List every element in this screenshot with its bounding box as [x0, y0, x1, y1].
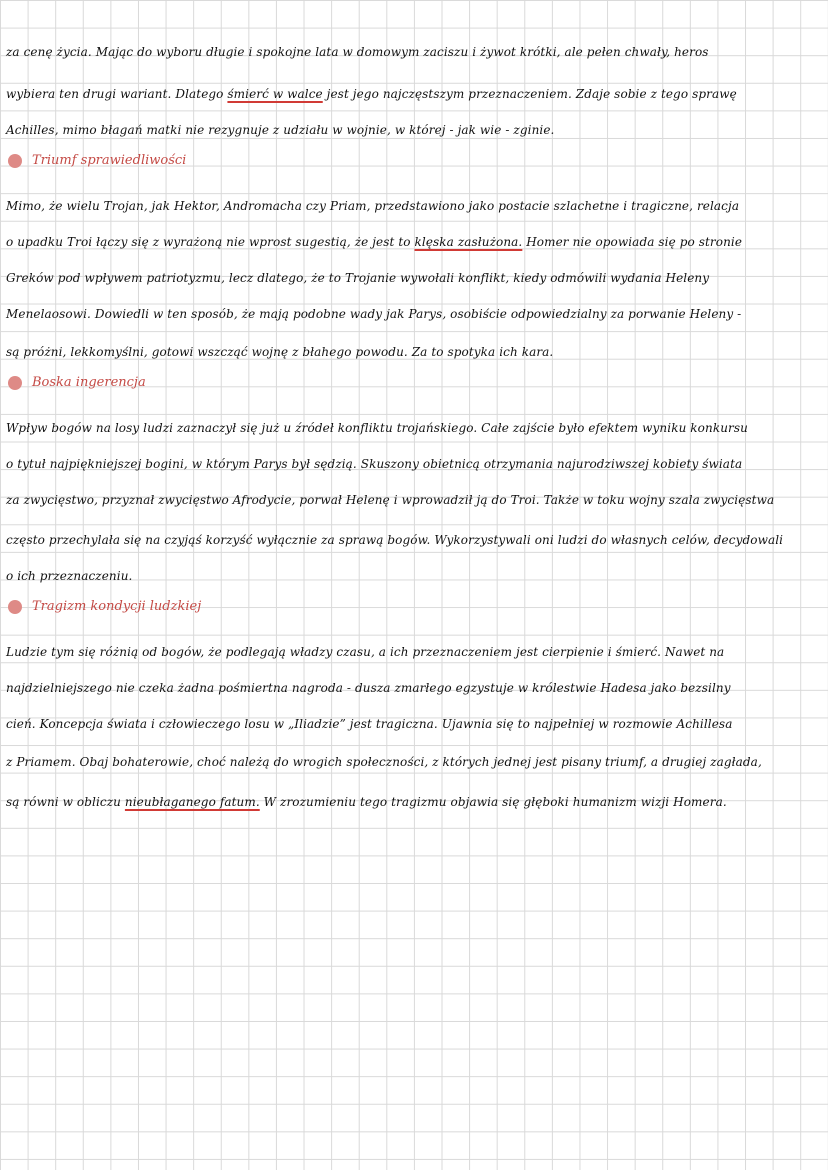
bullet-dot-icon — [8, 154, 22, 168]
text-span: Homer nie opowiada się po stronie — [522, 235, 743, 249]
text-line — [6, 644, 824, 660]
text-line — [6, 122, 824, 138]
text-line — [6, 306, 824, 322]
text-span: o upadku Troi łączy się z wyrażoną nie wprost sugestią, że jest to — [6, 235, 415, 249]
section-heading — [8, 152, 186, 170]
text-span: Achilles, mimo błagań matki nie rezygnuje z udziału w wojnie, w której - jak wie - zginie. — [6, 123, 555, 137]
text-span: Ludzie tym się różnią od bogów, że podlegają władzy czasu, a ich przeznaczeniem jest cierpienie i śmierć. Nawet na — [6, 645, 725, 659]
text-span: za zwycięstwo, przyznał zwycięstwo Afrodycie, porwał Helenę i wprowadził ją do Troi. Także w toku wojny szala zwycięstwa — [6, 493, 775, 507]
text-line — [6, 234, 824, 250]
heading-label: Tragizm kondycji ludzkiej — [32, 599, 202, 614]
text-line — [6, 44, 824, 60]
underlined-phrase: klęska zasłużona. — [414, 235, 523, 249]
text-line — [6, 492, 824, 508]
text-line — [6, 270, 824, 286]
text-span: z Priamem. Obaj bohaterowie, choć należą do wrogich społeczności, z których jednej jest pisany triumf, a drugiej zagłada, — [6, 755, 762, 769]
text-span: za cenę życia. Mając do wyboru długie i spokojne lata w domowym zaciszu i żywot krótki, ale pełen chwały, heros — [6, 45, 709, 59]
text-line — [6, 198, 824, 214]
text-line — [6, 680, 824, 696]
text-span: o tytuł najpiękniejszej bogini, w którym Parys był sędzią. Skuszony obietnicą otrzymania najurodziwszej kobiety świata — [6, 457, 743, 471]
text-line — [6, 86, 824, 102]
text-line — [6, 568, 824, 584]
text-span: jest jego najczęstszym przeznaczeniem. Zdaje sobie z tego sprawę — [322, 87, 737, 101]
text-line — [6, 716, 824, 732]
text-line — [6, 532, 824, 548]
text-span: Greków pod wpływem patriotyzmu, lecz dlatego, że to Trojanie wywołali konflikt, kiedy odmówili wydania Heleny — [6, 271, 710, 285]
text-line — [6, 754, 824, 770]
text-span: o ich przeznaczeniu. — [6, 569, 133, 583]
text-line — [6, 420, 824, 436]
text-span: najdzielniejszego nie czeka żadna pośmiertna nagroda - dusza zmarłego egzystuje w królestwie Hadesa jako bezsilny — [6, 681, 731, 695]
text-span: Wpływ bogów na losy ludzi zaznaczył się już u źródeł konfliktu trojańskiego. Całe zajście było efektem wyniku konkursu — [6, 421, 748, 435]
underlined-phrase: nieubłaganego fatum. — [124, 795, 260, 809]
text-line — [6, 456, 824, 472]
heading-label: Boska ingerencja — [32, 375, 146, 390]
section-heading — [8, 374, 146, 392]
text-span: są próżni, lekkomyślni, gotowi wszcząć wojnę z błahego powodu. Za to spotyka ich kara. — [6, 345, 554, 359]
bullet-dot-icon — [8, 376, 22, 390]
text-span: Menelaosowi. Dowiedli w ten sposób, że mają podobne wady jak Parys, osobiście odpowiedzialny za porwanie Heleny - — [6, 307, 742, 321]
bullet-dot-icon — [8, 600, 22, 614]
text-span: cień. Koncepcja świata i człowieczego losu w „Iliadzie” jest tragiczna. Ujawnia się to najpełniej w rozmowie Achillesa — [6, 717, 733, 731]
text-span: są równi w obliczu — [6, 795, 125, 809]
text-line — [6, 794, 824, 810]
heading-label: Triumf sprawiedliwości — [32, 153, 187, 168]
text-span: Mimo, że wielu Trojan, jak Hektor, Andromacha czy Priam, przedstawiono jako postacie szlachetne i tragiczne, relacja — [6, 199, 740, 213]
text-line — [6, 344, 824, 360]
text-span: W zrozumieniu tego tragizmu objawia się głęboki humanizm wizji Homera. — [259, 795, 727, 809]
section-heading — [8, 598, 201, 616]
underlined-phrase: śmierć w walce — [227, 87, 323, 101]
text-span: często przechylała się na czyjąś korzyść wyłącznie za sprawą bogów. Wykorzystywali oni ludzi do własnych celów, decydowali — [6, 533, 784, 547]
text-span: wybiera ten drugi wariant. Dlatego — [6, 87, 228, 101]
